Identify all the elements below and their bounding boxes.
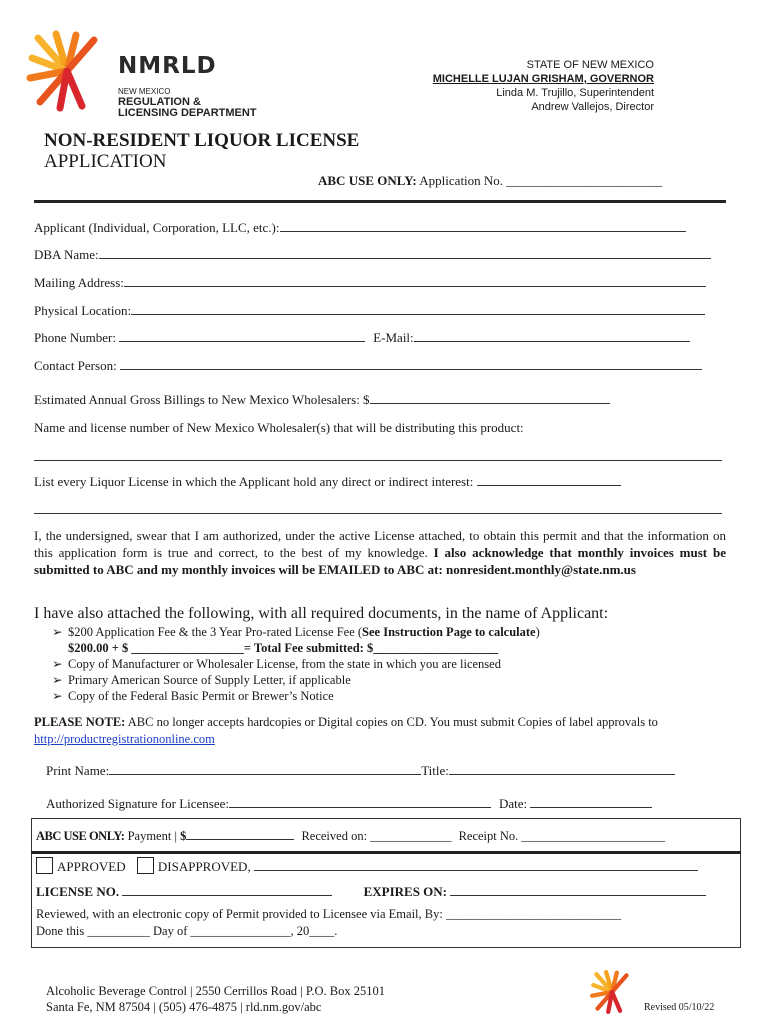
approved-checkbox[interactable]	[36, 857, 53, 874]
footer-address	[46, 983, 385, 1015]
fee-calculation[interactable]: $200.00 + $ __________________= Total Fee submitted: $____________________	[68, 641, 499, 655]
attestation-bold: I also acknowledge that monthly invoices must be submitted to ABC and my monthly invoices will be EMAILED to ABC at: nonresident.monthly@state.nm.us	[34, 545, 726, 577]
mailing-field[interactable]	[124, 274, 706, 287]
note-label: PLEASE NOTE:	[34, 715, 126, 729]
date-label: Date:	[499, 796, 531, 811]
header-divider	[34, 200, 726, 203]
office-divider	[31, 851, 741, 854]
mailing-row	[34, 274, 706, 291]
payment-row	[36, 827, 665, 844]
attached-heading: I have also attached the following, with all required documents, in the name of Applicant:	[34, 605, 609, 622]
license-copy-item: Copy of Manufacturer or Wholesaler License, from the state in which you are licensed	[68, 657, 501, 671]
wholesaler-field[interactable]	[34, 460, 722, 461]
signature-field[interactable]	[229, 795, 491, 808]
title-label: Title:	[421, 763, 449, 778]
logo-line-1: NEW MEXICO	[118, 87, 171, 96]
licenses-field-2[interactable]	[34, 513, 722, 514]
licenses-label: List every Liquor License in which the Applicant hold any direct or indirect interest:	[34, 474, 477, 489]
revised-date: Revised 05/10/22	[644, 1002, 715, 1013]
expires-label: EXPIRES ON:	[363, 884, 448, 899]
fee-instruction: See Instruction Page to calculate	[362, 625, 536, 639]
registration-link[interactable]: http://productregistrationonline.com	[34, 732, 215, 746]
print-name-row	[46, 762, 675, 779]
arrow-bullet-icon: ➢	[52, 657, 63, 671]
list-item	[52, 624, 540, 640]
logo-line-3: LICENSING DEPARTMENT	[118, 107, 257, 119]
phone-label: Phone Number:	[34, 330, 120, 345]
list-item	[52, 640, 540, 656]
physical-row	[34, 302, 705, 319]
nmrld-footer-logo-icon	[590, 970, 634, 1014]
receipt-number: Receipt No. _______________________	[458, 829, 666, 843]
approval-row	[36, 857, 698, 875]
office-use-label: ABC USE ONLY:	[36, 829, 125, 843]
applicant-label: Applicant (Individual, Corporation, LLC, etc.):	[34, 220, 280, 235]
list-item	[52, 656, 540, 672]
contact-field[interactable]	[120, 357, 702, 370]
disapproved-checkbox[interactable]	[137, 857, 154, 874]
attestation-paragraph	[34, 527, 726, 578]
logo-line-2: REGULATION &	[118, 96, 201, 108]
done-line: Done this __________ Day of ________________, 20____.	[36, 924, 338, 938]
disapproved-label: DISAPPROVED,	[157, 859, 251, 874]
dba-row	[34, 246, 711, 263]
title-field[interactable]	[449, 762, 675, 775]
email-field[interactable]	[414, 329, 690, 342]
license-no-field[interactable]	[122, 883, 332, 896]
payment-field[interactable]	[186, 827, 294, 840]
nmrld-logo-icon	[26, 30, 108, 112]
governor-line: MICHELLE LUJAN GRISHAM, GOVERNOR	[432, 73, 654, 85]
state-header	[433, 58, 654, 114]
wholesaler-label: Name and license number of New Mexico Wholesaler(s) that will be distributing this product:	[34, 420, 524, 435]
footer-line-2: Santa Fe, NM 87504 | (505) 476-4875 | rld.nm.gov/abc	[46, 1000, 322, 1014]
gross-label: Estimated Annual Gross Billings to New Mexico Wholesalers: $	[34, 392, 370, 407]
date-field[interactable]	[530, 795, 652, 808]
dollar-sign: $	[180, 829, 187, 843]
physical-label: Physical Location:	[34, 303, 132, 318]
abc-use-only-top	[318, 173, 662, 189]
arrow-bullet-icon: ➢	[52, 625, 63, 639]
reviewed-line: Reviewed, with an electronic copy of Permit provided to Licensee via Email, By: ____________________________	[36, 907, 621, 921]
footer-line-1: Alcoholic Beverage Control | 2550 Cerrillos Road | P.O. Box 25101	[46, 984, 385, 998]
gross-row	[34, 391, 610, 408]
expires-field[interactable]	[450, 883, 706, 896]
note-text: ABC no longer accepts hardcopies or Digital copies on CD. You must submit Copies of label approvals to	[125, 715, 658, 729]
disapproved-reason-field[interactable]	[254, 858, 698, 871]
applicant-field[interactable]	[280, 219, 686, 232]
director-line: Andrew Vallejos, Director	[531, 101, 654, 113]
dba-field[interactable]	[99, 246, 711, 259]
list-item	[52, 672, 540, 688]
arrow-bullet-icon: ➢	[52, 689, 63, 703]
attestation-text: I, the undersigned, swear that I am authorized, under the active License attached, to obtain this permit and that the information on this application form is true and correct, to the best of my knowledge.	[34, 528, 726, 560]
gross-field[interactable]	[370, 391, 610, 404]
phone-field[interactable]	[119, 329, 365, 342]
license-row	[36, 883, 706, 900]
contact-row	[34, 357, 702, 374]
attachment-list	[52, 624, 540, 704]
print-name-field[interactable]	[109, 762, 421, 775]
payment-label: Payment |	[127, 829, 181, 843]
logo-wordmark: NMRLD	[118, 53, 217, 79]
phone-row	[34, 329, 690, 346]
form-subtitle: APPLICATION	[44, 151, 167, 172]
fee-text-end: )	[535, 625, 540, 639]
signature-label: Authorized Signature for Licensee:	[46, 796, 230, 811]
email-label: E-Mail:	[373, 330, 414, 345]
mailing-label: Mailing Address:	[34, 275, 124, 290]
form-title: NON-RESIDENT LIQUOR LICENSE	[44, 130, 360, 151]
license-no-label: LICENSE NO.	[36, 884, 120, 899]
fee-text: $200 Application Fee & the 3 Year Pro-rated License Fee (	[68, 625, 363, 639]
state-name: STATE OF NEW MEXICO	[526, 59, 654, 71]
abc-use-only-label: ABC USE ONLY:	[318, 173, 417, 188]
received-on: Received on: _____________	[301, 829, 452, 843]
applicant-row	[34, 219, 686, 236]
supply-letter-item: Primary American Source of Supply Letter, if applicable	[68, 673, 351, 687]
please-note	[34, 714, 734, 748]
print-name-label: Print Name:	[46, 763, 110, 778]
list-item	[52, 688, 540, 704]
dba-label: DBA Name:	[34, 247, 99, 262]
signature-row	[46, 795, 652, 812]
licenses-row	[34, 473, 621, 490]
application-number: Application No. ________________________	[419, 173, 663, 188]
physical-field[interactable]	[131, 302, 705, 315]
contact-label: Contact Person:	[34, 358, 120, 373]
arrow-bullet-icon: ➢	[52, 673, 63, 687]
licenses-field[interactable]	[477, 473, 621, 486]
superintendent-line: Linda M. Trujillo, Superintendent	[496, 87, 654, 99]
federal-permit-item: Copy of the Federal Basic Permit or Brewer’s Notice	[68, 689, 334, 703]
approved-label: APPROVED	[57, 859, 126, 874]
